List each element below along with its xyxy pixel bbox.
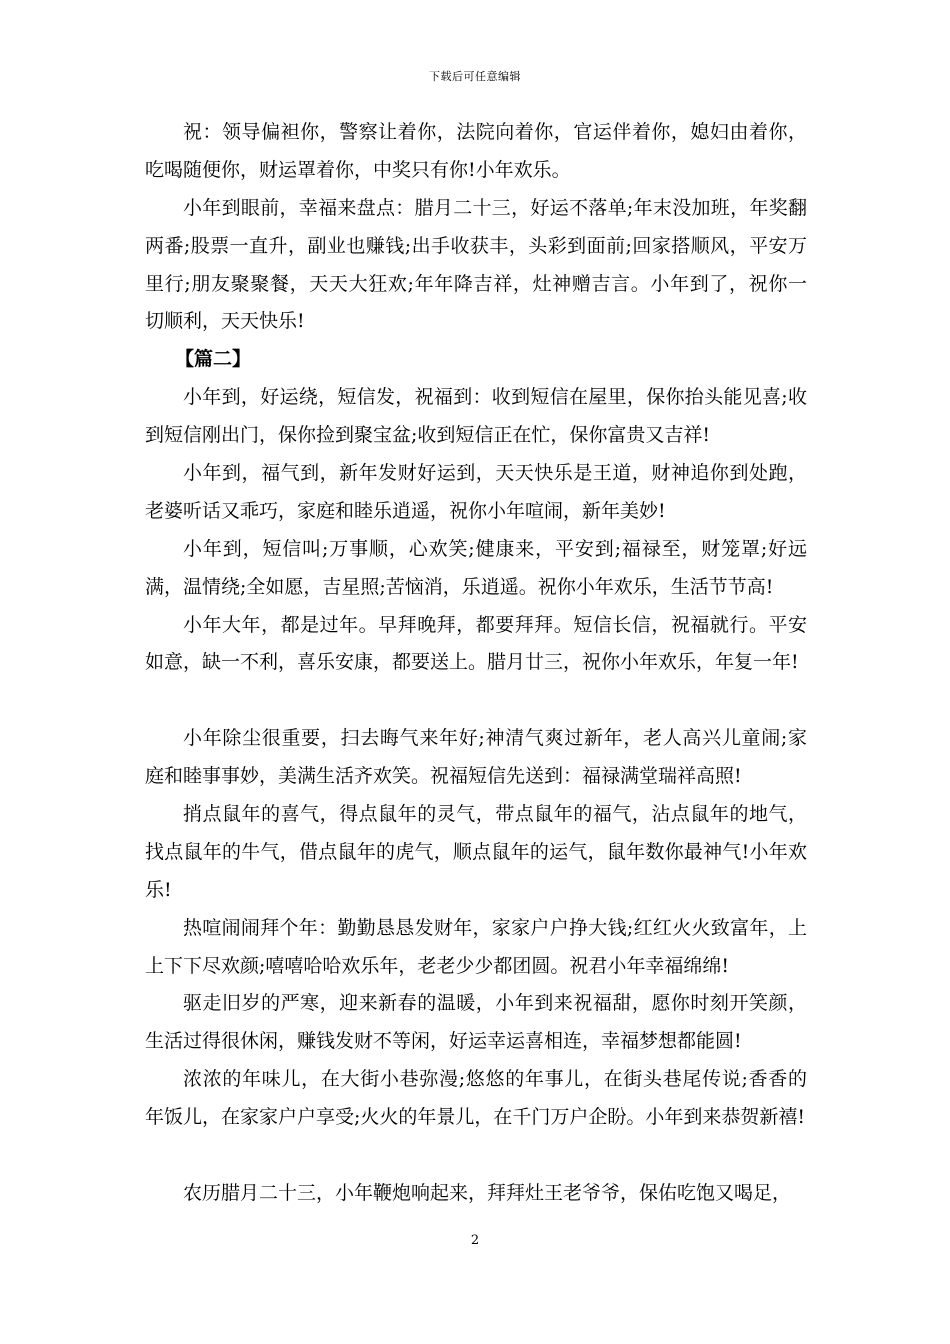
text-line: 小年到眼前，幸福来盘点：腊月二十三，好运不落单;年末没加班，年奖翻 <box>183 196 807 219</box>
paragraph <box>145 796 807 910</box>
text-line: 满，温情绕;全如愿，吉星照;苦恼消，乐逍遥。祝你小年欢乐，生活节节高! <box>145 575 774 598</box>
text-line: 驱走旧岁的严寒，迎来新春的温暖，小年到来祝福甜，愿你时刻开笑颜， <box>183 992 807 1015</box>
page-header: 下载后可任意编辑 <box>429 70 521 83</box>
paragraph <box>145 114 807 190</box>
paragraph <box>145 985 807 1061</box>
text-line: 庭和睦事事妙，美满生活齐欢笑。祝福短信先送到：福禄满堂瑞祥高照! <box>145 765 742 788</box>
text-line: 乐! <box>145 878 172 901</box>
blank-line <box>145 1137 807 1175</box>
paragraph <box>145 190 807 342</box>
document-body <box>145 114 807 1213</box>
text-line: 小年大年，都是过年。早拜晚拜，都要拜拜。短信长信，祝福就行。平安 <box>183 613 807 636</box>
paragraph <box>145 1061 807 1137</box>
text-line: 生活过得很休闲，赚钱发财不等闲，好运幸运喜相连，幸福梦想都能圆! <box>145 1030 742 1053</box>
text-line: 小年到，短信叫;万事顺，心欢笑;健康来，平安到;福禄至，财笼罩;好远 <box>183 537 807 560</box>
text-line: 小年到，好运绕，短信发，祝福到：收到短信在屋里，保你抬头能见喜;收 <box>183 386 807 409</box>
paragraph <box>145 455 807 531</box>
section-heading: 【篇二】 <box>175 348 252 371</box>
text-line: 农历腊月二十三，小年鞭炮响起来，拜拜灶王老爷爷，保佑吃饱又喝足， <box>183 1181 792 1204</box>
text-line: 老婆听话又乖巧，家庭和睦乐逍遥，祝你小年喧闹，新年美妙! <box>145 499 666 522</box>
text-line: 年饭儿，在家家户户享受;火火的年景儿，在千门万户企盼。小年到来恭贺新禧! <box>145 1106 806 1129</box>
paragraph <box>145 607 807 683</box>
text-line: 找点鼠年的牛气，借点鼠年的虎气，顺点鼠年的运气，鼠年数你最神气!小年欢 <box>145 840 807 863</box>
text-line: 到短信刚出门，保你捡到聚宝盆;收到短信正在忙，保你富贵又吉祥! <box>145 424 711 447</box>
paragraph <box>145 720 807 796</box>
paragraph <box>145 531 807 607</box>
text-line: 小年除尘很重要，扫去晦气来年好;神清气爽过新年，老人高兴儿童闹;家 <box>183 727 807 750</box>
text-line: 浓浓的年味儿，在大街小巷弥漫;悠悠的年事儿，在街头巷尾传说;香香的 <box>183 1068 807 1091</box>
text-line: 两番;股票一直升，副业也赚钱;出手收获丰，头彩到面前;回家搭顺风，平安万 <box>145 234 807 257</box>
text-line: 热喧闹闹拜个年：勤勤恳恳发财年，家家户户挣大钱;红红火火致富年，上 <box>183 916 807 939</box>
text-line: 如意，缺一不利，喜乐安康，都要送上。腊月廿三，祝你小年欢乐，年复一年! <box>145 651 799 674</box>
text-line: 切顺利，天天快乐! <box>145 310 305 333</box>
paragraph <box>145 379 807 455</box>
paragraph <box>145 1175 807 1213</box>
text-line: 捎点鼠年的喜气，得点鼠年的灵气，带点鼠年的福气，沾点鼠年的地气， <box>183 803 807 826</box>
page-number: 2 <box>470 1233 480 1248</box>
text-line: 上下下尽欢颜;嘻嘻哈哈欢乐年，老老少少都团圆。祝君小年幸福绵绵! <box>145 954 730 977</box>
text-line: 祝：领导偏袒你，警察让着你，法院向着你，官运伴着你，媳妇由着你， <box>183 121 807 143</box>
text-line: 小年到，福气到，新年发财好运到，天天快乐是王道，财神追你到处跑， <box>183 462 807 485</box>
text-line: 吃喝随便你，财运罩着你，中奖只有你!小年欢乐。 <box>145 158 571 181</box>
text-line: 里行;朋友聚聚餐，天天大狂欢;年年降吉祥，灶神赠吉言。小年到了，祝你一 <box>145 272 807 295</box>
blank-line <box>145 682 807 720</box>
paragraph <box>145 910 807 986</box>
